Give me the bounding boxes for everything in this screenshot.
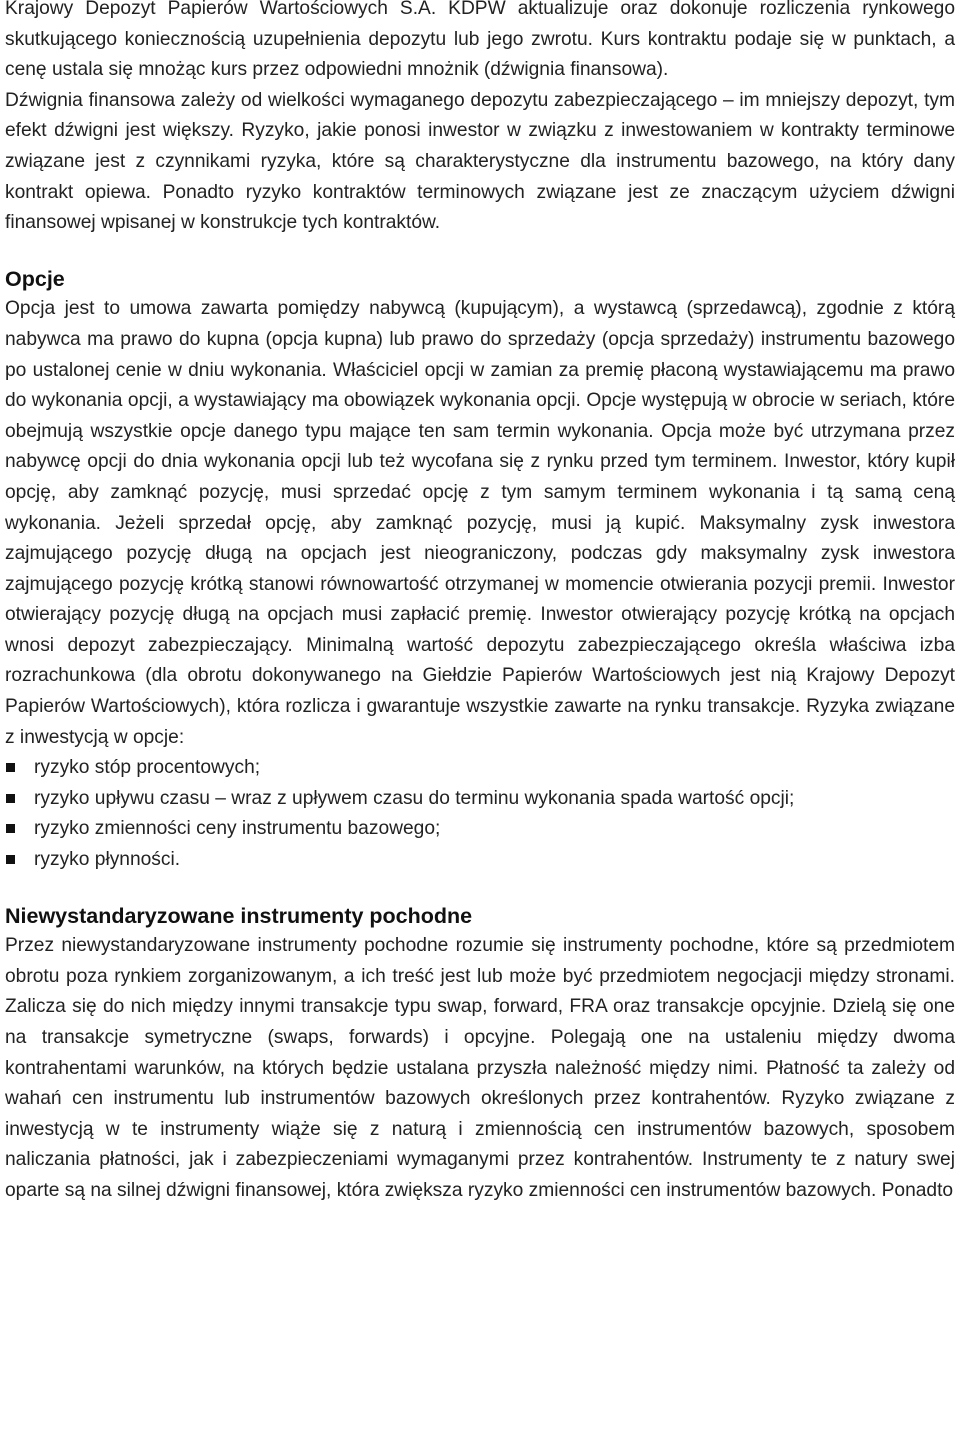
section-spacer: [5, 876, 955, 901]
options-heading: Opcje: [5, 266, 65, 291]
list-item-text: ryzyko stóp procentowych;: [34, 757, 261, 779]
square-bullet-icon: [6, 855, 15, 864]
square-bullet-icon: [6, 824, 15, 833]
list-item-text: ryzyko płynności.: [34, 849, 181, 871]
options-paragraph: Opcja jest to umowa zawarta pomiędzy nabywcą (kupującym), a wystawcą (sprzedawcą), zgodnie z którą nabywca ma prawo do kupna (opcja kupna) lub prawo do sprzedaży (opcja sprzedaży) instrumentu bazowego po ustalonej cenie w dniu wykonania. Właściciel opcji w zamian za premię płaconą wystawiającemu ma prawo do wykonania opcji, a wystawiający ma obowiązek wykonania opcji. Opcje występują w obrocie w seriach, które obejmują wszystkie opcje danego typu mające ten sam termin wykonania. Opcja może być utrzymana przez nabywcę opcji do dnia wykonania opcji lub też wycofana się z rynku przed tym terminem. Inwestor, który kupił opcję, aby zamknąć pozycję, musi sprzedać opcję z tym samym terminem wykonania i tą samą ceną wykonania. Jeżeli sprzedał opcję, aby zamknąć pozycję, musi ją kupić. Maksymalny zysk inwestora zajmującego pozycję długą na opcjach jest nieograniczony, podczas gdy maksymalny zysk inwestora zajmującego pozycję krótką stanowi równowartość otrzymanej w momencie otwierania pozycji premii. Inwestor otwierający pozycję długą na opcjach musi zapłacić premię. Inwestor otwierający pozycję krótką na opcjach wnosi depozyt zabezpieczający. Minimalną wartość depozytu zabezpieczającego określa właściwa izba rozrachunkowa (dla obrotu dokonywanego na Giełdzie Papierów Wartościowych jest nią Krajowy Depozyt Papierów Wartościowych), która rozlicza i gwarantuje wszystkie zawarte na rynku transakcje. Ryzyka związane z inwestycją w opcje:: [5, 298, 955, 748]
leverage-paragraph: Dźwignia finansowa zależy od wielkości wymaganego depozytu zabezpieczającego – im mniejszy depozyt, tym efekt dźwigni jest większy. Ryzyko, jakie ponosi inwestor w związku z inwestowaniem w kontrakty terminowe związane jest z czynnikami ryzyka, które są charakterystyczne dla instrumentu bazowego, na który dany kontrakt opiewa. Ponadto ryzyko kontraktów terminowych związane jest ze znaczącym użyciem dźwigni finansowej wpisanej w konstrukcje tych kontraktów.: [5, 89, 955, 234]
list-item: [5, 753, 955, 784]
otc-derivatives-paragraph: Przez niewystandaryzowane instrumenty pochodne rozumie się instrumenty pochodne, które są przedmiotem obrotu poza rynkiem zorganizowanym, a ich treść jest lub może być przedmiotem negocjacji między stronami. Zalicza się do nich między innymi transakcje typu swap, forward, FRA oraz transakcje opcyjnie. Dzielą się one na transakcje symetryczne (swaps, forwards) i opcyjne. Polegają one na ustaleniu między dwoma kontrahentami warunków, na których będzie ustalana przyszła należność między nimi. Płatność ta zależy od wahań cen instrumentu lub instrumentów bazowych określonych przez kontrahentów. Ryzyko związane z inwestycją w te instrumenty wiąże się z naturą i zmiennością cen instrumentów bazowych, sposobem naliczania płatności, jak i zabezpieczeniami wymaganymi przez kontrahentów. Instrumenty te z natury swej oparte są na silnej dźwigni finansowej, która zwiększa ryzyko zmienności cen instrumentów bazowych. Ponadto: [5, 935, 955, 1201]
list-item: [5, 814, 955, 845]
list-item-text: ryzyko upływu czasu – wraz z upływem czasu do terminu wykonania spada wartość opcji;: [34, 787, 795, 809]
square-bullet-icon: [6, 763, 15, 772]
list-item-text: ryzyko zmienności ceny instrumentu bazowego;: [34, 818, 441, 840]
square-bullet-icon: [6, 794, 15, 803]
list-item: [5, 845, 955, 876]
otc-derivatives-heading: Niewystandaryzowane instrumenty pochodne: [5, 903, 473, 928]
options-risk-list: [5, 753, 955, 875]
list-item: [5, 784, 955, 815]
section-spacer: [5, 239, 955, 264]
intro-paragraph: Krajowy Depozyt Papierów Wartościowych S.A. KDPW aktualizuje oraz dokonuje rozliczenia rynkowego skutkującego koniecznością uzupełnienia depozytu lub jego zwrotu. Kurs kontraktu podaje się w punktach, a cenę ustala się mnożąc kurs przez odpowiedni mnożnik (dźwignia finansowa).: [5, 0, 955, 81]
document-page: [5, 0, 955, 1207]
